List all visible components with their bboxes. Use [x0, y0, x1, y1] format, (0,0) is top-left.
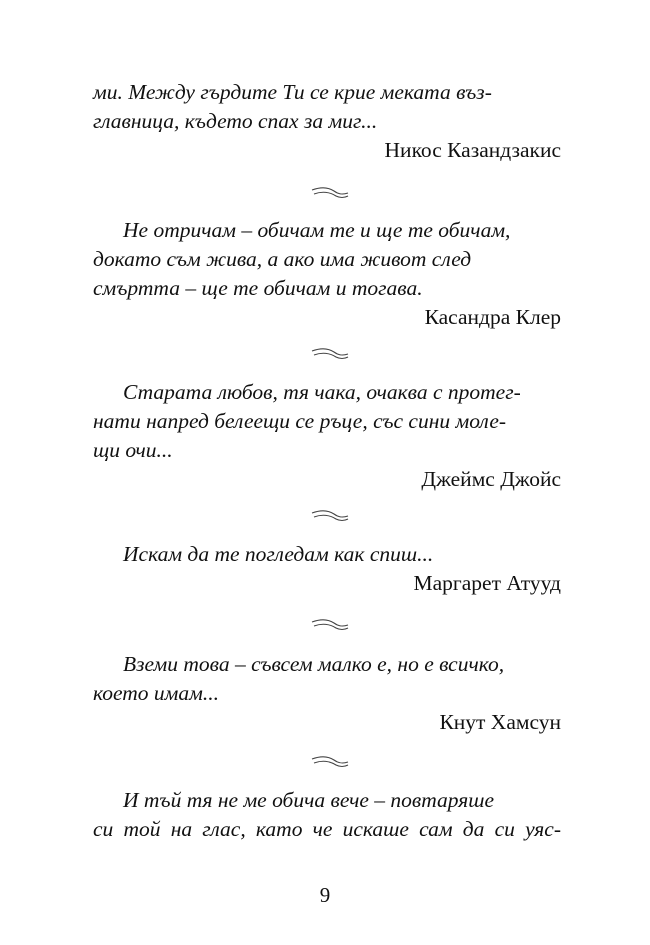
quote-block-4 — [93, 540, 561, 598]
quote-line: Не отричам – обичам те и ще те обичам, — [123, 218, 511, 242]
quote-line: нати напред белеещи се ръце, със сини моле- — [93, 409, 507, 433]
quote-block-6 — [93, 786, 561, 844]
quote-author: Джеймс Джойс — [421, 467, 561, 491]
flourish-divider-icon — [310, 346, 350, 362]
quote-author: Никос Казандзакис — [384, 138, 561, 162]
quote-line: щи очи... — [93, 438, 173, 462]
quote-author: Кнут Хамсун — [439, 710, 561, 734]
quote-line: си той на глас, като че искаше сам да си уяс- — [93, 817, 561, 841]
page-number: 9 — [319, 883, 331, 907]
quote-line: главница, където спах за миг... — [93, 109, 378, 133]
quote-block-3 — [93, 378, 561, 494]
quote-line: Старата любов, тя чака, очаква с протег- — [123, 380, 521, 404]
quote-line: Искам да те погледам как спиш... — [123, 542, 434, 566]
quote-block-1 — [93, 78, 561, 165]
flourish-divider-icon — [310, 508, 350, 524]
flourish-divider-icon — [310, 185, 350, 201]
quote-line: смъртта – ще те обичам и тогава. — [93, 276, 423, 300]
quote-line: което имам... — [93, 681, 219, 705]
quote-author: Маргарет Атууд — [413, 571, 561, 595]
flourish-divider-icon — [310, 617, 350, 633]
quote-line: Вземи това – съвсем малко е, но е всичко, — [123, 652, 505, 676]
quote-line: ми. Между гърдите Ти се крие меката въз- — [93, 80, 492, 104]
quote-line: И тъй тя не ме обича вече – повтаряше — [123, 788, 495, 812]
quote-block-2 — [93, 216, 561, 332]
quote-line: докато съм жива, а ако има живот след — [93, 247, 472, 271]
quote-author: Касандра Клер — [424, 305, 561, 329]
flourish-divider-icon — [310, 754, 350, 770]
quote-block-5 — [93, 650, 561, 737]
